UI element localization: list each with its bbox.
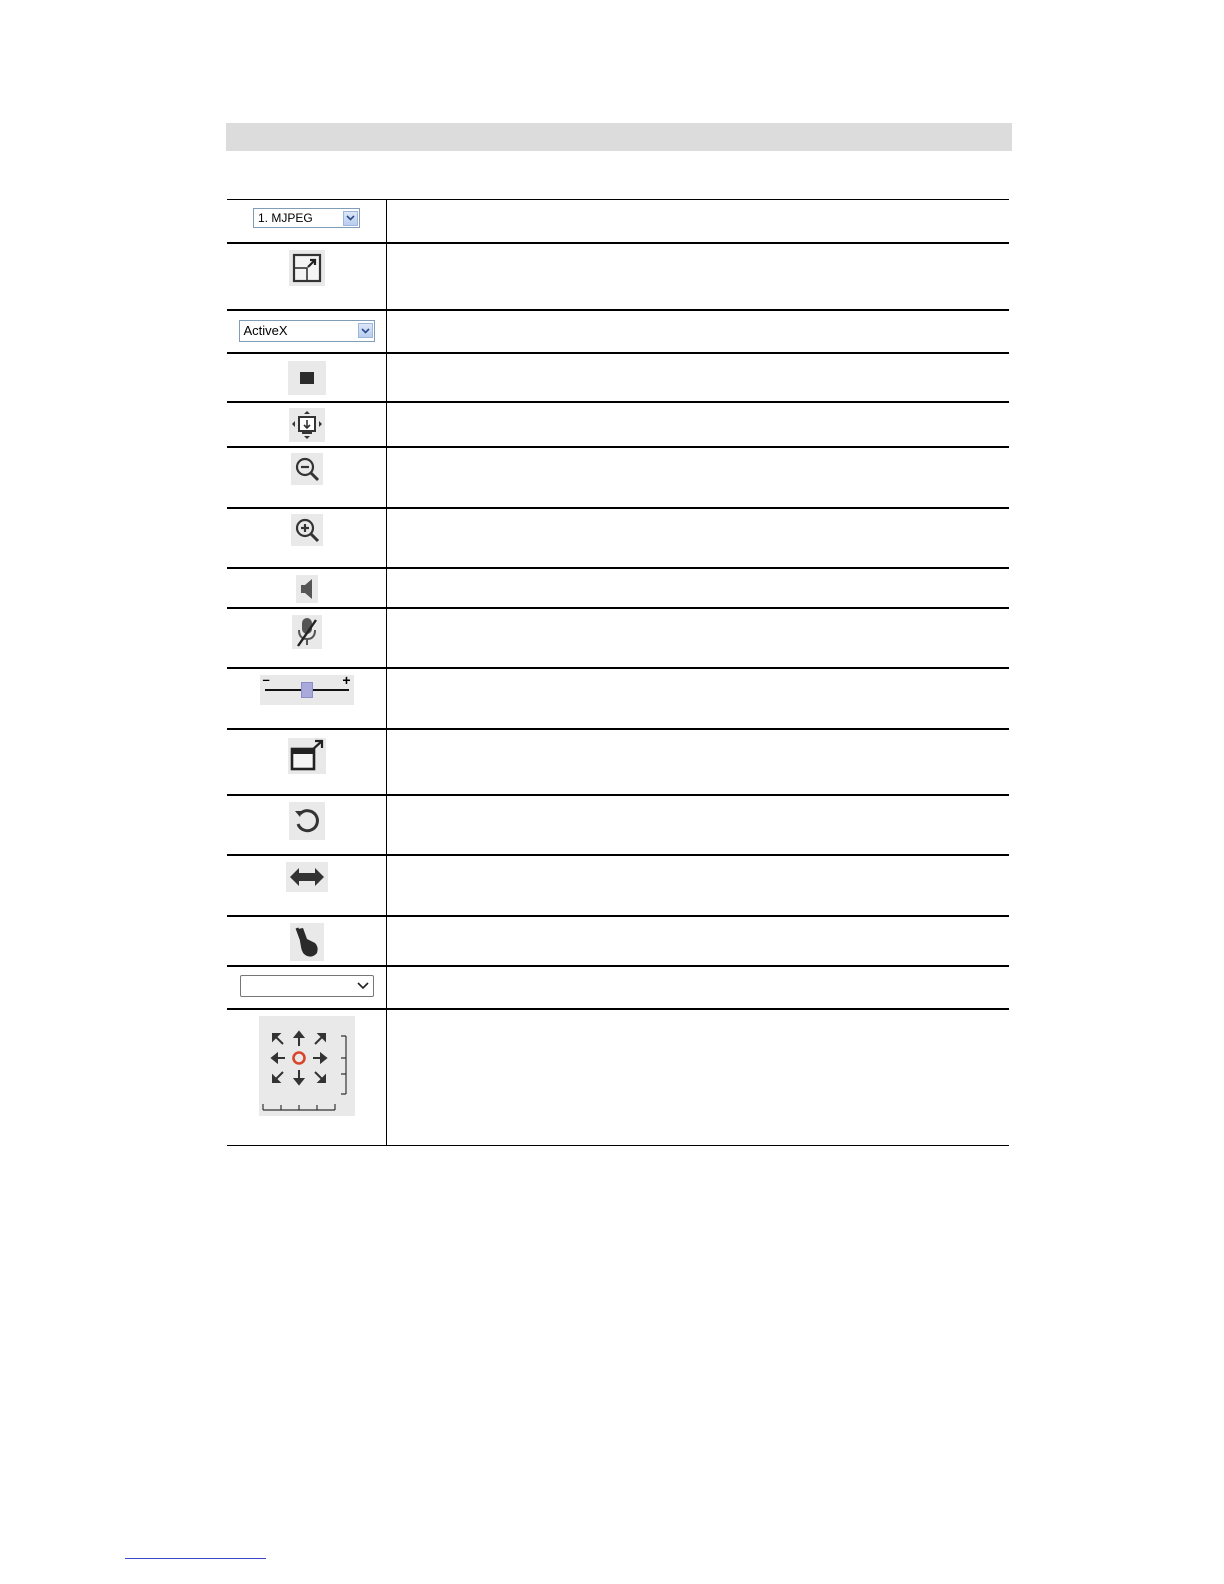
- table-row: [227, 795, 1009, 855]
- icon-cell: [227, 353, 387, 402]
- arrow-down-icon[interactable]: [295, 1070, 303, 1084]
- table-row: [227, 402, 1009, 447]
- description-cell: [387, 916, 1010, 966]
- icon-cell: [227, 855, 387, 916]
- icon-cell: [227, 916, 387, 966]
- table-row: [227, 353, 1009, 402]
- chevron-down-icon: [343, 211, 358, 226]
- arrow-up-right-icon[interactable]: [315, 1034, 325, 1044]
- icon-cell: [227, 1009, 387, 1146]
- empty-dropdown[interactable]: [240, 975, 374, 997]
- description-cell: [387, 1009, 1010, 1146]
- chevron-down-icon: [358, 323, 373, 338]
- description-cell: [387, 310, 1010, 353]
- icon-cell: [227, 508, 387, 568]
- icon-cell: [227, 402, 387, 447]
- table-row: [227, 568, 1009, 608]
- icon-cell: [227, 243, 387, 310]
- zoom-scale[interactable]: [341, 1036, 346, 1094]
- arrow-up-left-icon[interactable]: [273, 1034, 283, 1044]
- icon-cell: [227, 668, 387, 729]
- description-cell: [387, 353, 1010, 402]
- description-cell: [387, 729, 1010, 795]
- table-row: [227, 916, 1009, 966]
- table-row: [227, 966, 1009, 1009]
- description-cell: [387, 508, 1010, 568]
- footer-link-underline[interactable]: [125, 1558, 266, 1559]
- icon-reference-table: [227, 199, 1009, 1146]
- table-row: [227, 1009, 1009, 1146]
- arrow-down-right-icon[interactable]: [315, 1072, 325, 1082]
- horizontal-flip-icon[interactable]: [286, 862, 328, 892]
- description-cell: [387, 795, 1010, 855]
- ptz-home-icon[interactable]: [293, 1052, 304, 1063]
- arrow-right-icon[interactable]: [313, 1054, 326, 1062]
- microphone-muted-icon[interactable]: [292, 615, 322, 649]
- icon-cell: [227, 568, 387, 608]
- table-row: [227, 608, 1009, 668]
- description-cell: [387, 402, 1010, 447]
- icon-cell: [227, 608, 387, 668]
- description-cell: [387, 966, 1010, 1009]
- description-cell: [387, 243, 1010, 310]
- stream-select-dropdown[interactable]: [253, 208, 360, 228]
- volume-slider[interactable]: [260, 671, 354, 705]
- section-header-bar: [226, 123, 1012, 151]
- zoom-in-icon[interactable]: [291, 514, 323, 546]
- snapshot-icon[interactable]: [289, 408, 325, 442]
- speaker-icon[interactable]: [296, 575, 318, 603]
- icon-cell: [227, 795, 387, 855]
- volume-plus-label: +: [342, 671, 351, 688]
- icon-cell: [227, 200, 387, 243]
- table-row: [227, 508, 1009, 568]
- arrow-left-icon[interactable]: [272, 1054, 285, 1062]
- description-cell: [387, 608, 1010, 668]
- resize-window-icon[interactable]: [289, 250, 325, 286]
- table-row: [227, 668, 1009, 729]
- player-mode-dropdown[interactable]: [239, 320, 375, 342]
- description-cell: [387, 568, 1010, 608]
- icon-cell: [227, 310, 387, 353]
- slider-thumb[interactable]: [301, 682, 313, 698]
- description-cell: [387, 668, 1010, 729]
- icon-cell: [227, 447, 387, 508]
- player-mode-value: ActiveX: [243, 323, 288, 338]
- zoom-out-icon[interactable]: [291, 453, 323, 485]
- description-cell: [387, 855, 1010, 916]
- volume-minus-label: –: [262, 671, 270, 687]
- icon-cell: [227, 729, 387, 795]
- table-row: [227, 729, 1009, 795]
- popup-window-icon[interactable]: [288, 738, 326, 774]
- hand-drag-icon[interactable]: [290, 923, 324, 961]
- table-row: [227, 310, 1009, 353]
- description-cell: [387, 200, 1010, 243]
- stop-icon[interactable]: [288, 361, 326, 395]
- table-row: [227, 200, 1009, 243]
- arrow-up-icon[interactable]: [295, 1032, 303, 1046]
- icon-cell: [227, 966, 387, 1009]
- chevron-down-icon: [357, 982, 369, 990]
- table-row: [227, 447, 1009, 508]
- arrow-down-left-icon[interactable]: [273, 1072, 283, 1082]
- table-row: [227, 855, 1009, 916]
- ptz-control-pad[interactable]: [259, 1016, 355, 1116]
- refresh-icon[interactable]: [289, 802, 325, 840]
- table-row: [227, 243, 1009, 310]
- stream-select-value: 1. MJPEG: [258, 211, 313, 225]
- description-cell: [387, 447, 1010, 508]
- focus-scale[interactable]: [263, 1104, 335, 1110]
